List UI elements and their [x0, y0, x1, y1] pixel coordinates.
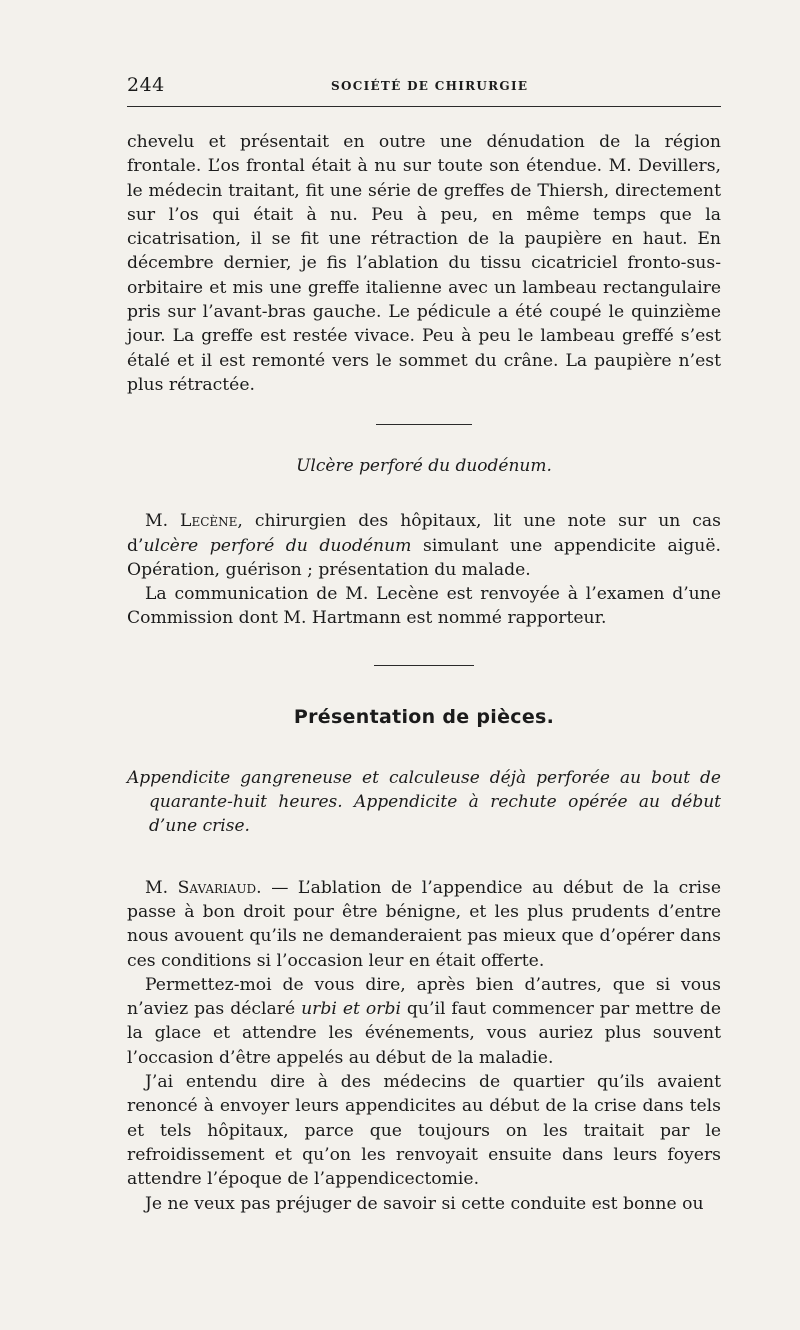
header-rule	[127, 106, 721, 107]
running-head: SOCIÉTÉ DE CHIRURGIE	[331, 79, 529, 93]
paragraph-savariaud: M. Savariaud. — L’ablation de l’appendice au début de la crise passe à bon droit pour être bénigne, et les plus prudents d’entre nous avouent qu’ils ne demanderaient pas mieux que d’opérer dans ces conditions si l’occasion leur en était offerte.	[127, 877, 722, 971]
paragraph-permettez: Permettez-moi de vous dire, après bien d’autres, que si vous n’aviez pas déclaré urbi et orbi qu’il faut commencer par mettre de la glace et attendre les événements, vous auriez plus souvent l’occasion d’être appelés au début de la maladie.	[127, 974, 721, 1068]
author-name-savariaud: Savariaud	[177, 877, 257, 898]
section-separator	[376, 424, 472, 425]
subsection-subtitle: Appendicite gangreneuse et calculeuse déjà perforée au bout de quarante-huit heures. Appendicite à rechute opérée au début d’une crise.	[127, 767, 721, 837]
section-separator	[374, 665, 474, 666]
book-page	[127, 70, 721, 1216]
section-title-pieces: Présentation de pièces.	[293, 705, 555, 728]
section-body-ulcere	[127, 509, 721, 630]
italic-urbi-et-orbi: urbi et orbi	[301, 999, 401, 1020]
paragraph-lecene-note: M. Lecène, chirurgien des hôpitaux, lit une note sur un cas d’ulcère perforé du duodénum simulant une appendicite aiguë. Opération, guérison ; présentation du malade.	[127, 511, 721, 580]
paragraph-commission: La communication de M. Lecène est renvoyée à l’examen d’une Commission dont M. Hartmann est nommé rapporteur.	[127, 584, 721, 629]
author-name-lecene: Lecène	[180, 511, 238, 532]
paragraph-medecins: J’ai entendu dire à des médecins de quartier qu’ils avaient renoncé à envoyer leurs appendicites au début de la crise dans tels et tels hôpitaux, parce que toujours on les traitait par le refroidissement et qu’on les renvoyait ensuite dans leurs foyers attendre l’époque de l’appendicectomie.	[127, 1072, 721, 1190]
continuation-paragraph: chevelu et présentait en outre une dénudation de la région frontale. L’os frontal était à nu sur toute son étendue. M. Devillers, le médecin traitant, fit une série de greffes de Thiersh, directement sur l’os qui était à nu. Peu à peu, en même temps que la cicatrisation, il se fit une rétraction de la paupière en haut. En décembre dernier, je fis l’ablation du tissu cicatriciel fronto-sus-orbitaire et mis une greffe italienne avec un lambeau rectangulaire pris sur l’avant-bras gauche. Le pédicule a été coupé le quinzième jour. La greffe est restée vivace. Peu à peu le lambeau greffé s’est étalé et il est remonté vers le sommet du crâne. La paupière n’est plus rétractée.	[127, 132, 721, 395]
page-number: 244	[127, 74, 165, 96]
section-body-pieces	[127, 876, 721, 1216]
page-header	[127, 70, 721, 100]
section-title-ulcere: Ulcère perforé du duodénum.	[296, 456, 552, 477]
italic-title-ulcere: ulcère perforé du duodénum	[143, 535, 412, 556]
paragraph-prejuger: Je ne veux pas préjuger de savoir si cette conduite est bonne ou	[145, 1193, 704, 1214]
